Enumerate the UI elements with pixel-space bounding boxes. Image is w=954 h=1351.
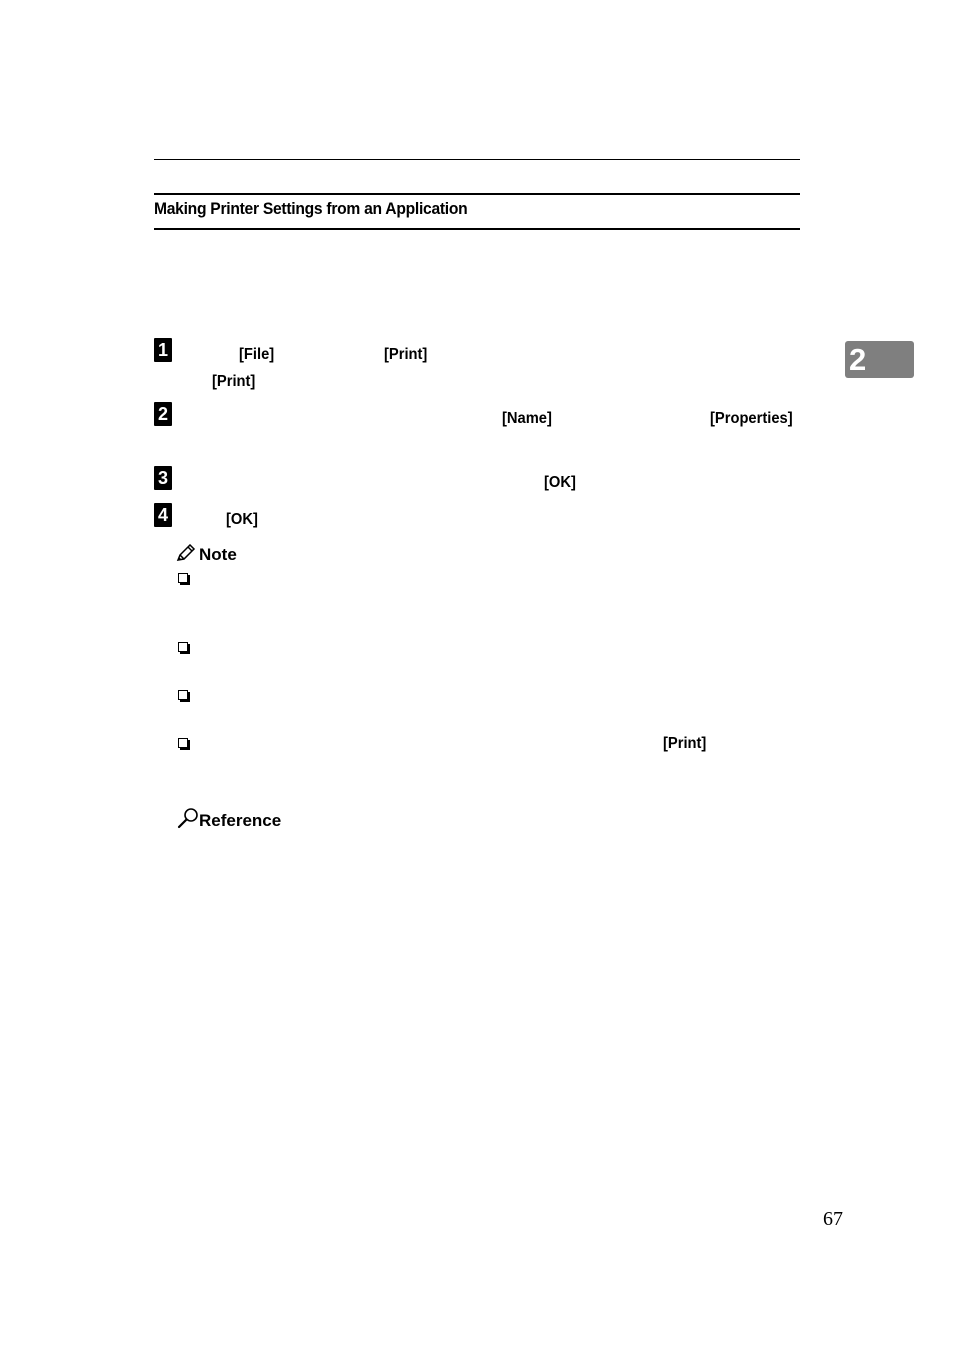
- reference-heading: Reference: [199, 811, 282, 830]
- step-keyword: [OK]: [226, 511, 258, 528]
- magnifier-icon: [177, 807, 199, 829]
- top-rule: [154, 159, 800, 160]
- note-bullet: [178, 690, 188, 700]
- step-keyword: [File]: [239, 346, 275, 363]
- note-heading: Note: [199, 545, 237, 564]
- section-rule-bottom: [154, 228, 800, 230]
- note-bullet: [178, 738, 188, 748]
- step-keyword: [Name]: [502, 410, 552, 427]
- step-keyword: [Print]: [384, 346, 428, 363]
- note-bullet: [178, 642, 188, 652]
- step-number: 2: [154, 402, 172, 426]
- step-keyword: [OK]: [544, 474, 576, 491]
- step-number: 4: [154, 503, 172, 527]
- step-number: 3: [154, 466, 172, 490]
- page-number: 67: [823, 1208, 843, 1230]
- chapter-number: 2: [849, 342, 867, 377]
- step-number: 1: [154, 338, 172, 362]
- step-keyword: [Print]: [212, 373, 256, 390]
- section-rule-top: [154, 193, 800, 195]
- note-keyword: [Print]: [663, 735, 707, 752]
- step-keyword: [Properties]: [710, 410, 793, 427]
- pencil-icon: [176, 544, 196, 562]
- chapter-tab: [845, 341, 914, 378]
- note-bullet: [178, 573, 188, 583]
- section-title: Making Printer Settings from an Application: [154, 199, 468, 218]
